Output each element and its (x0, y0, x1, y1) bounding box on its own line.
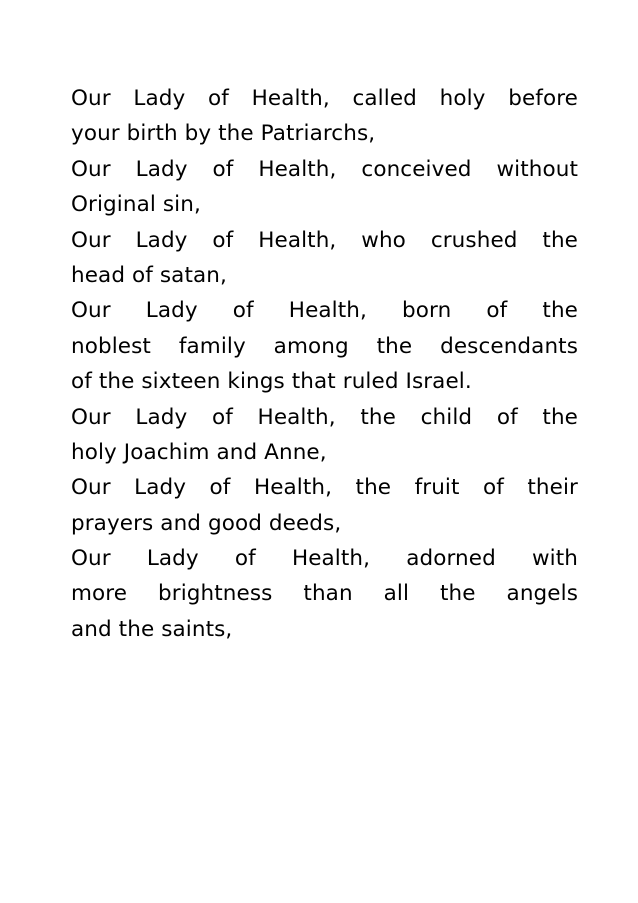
text-line: more brightness than all the angels (71, 581, 578, 607)
text-line: and the saints, (71, 616, 233, 642)
text-line: Our Lady of Health, the fruit of their (71, 475, 578, 501)
text-line: holy Joachim and Anne, (71, 439, 327, 465)
text-line: Our Lady of Health, the child of the (71, 404, 578, 430)
litany-text (71, 81, 578, 647)
text-line: noblest family among the descendants (71, 333, 578, 359)
text-line: of the sixteen kings that ruled Israel. (71, 369, 472, 395)
text-line: Our Lady of Health, born of the (71, 298, 578, 324)
text-line: your birth by the Patriarchs, (71, 121, 376, 147)
text-line: Our Lady of Health, who crushed the (71, 227, 578, 253)
text-line: prayers and good deeds, (71, 510, 342, 536)
text-line: head of satan, (71, 262, 227, 288)
text-line: Our Lady of Health, conceived without (71, 156, 578, 182)
text-line: Original sin, (71, 192, 201, 218)
text-line: Our Lady of Health, adorned with (71, 546, 578, 572)
text-line: Our Lady of Health, called holy before (71, 86, 578, 111)
